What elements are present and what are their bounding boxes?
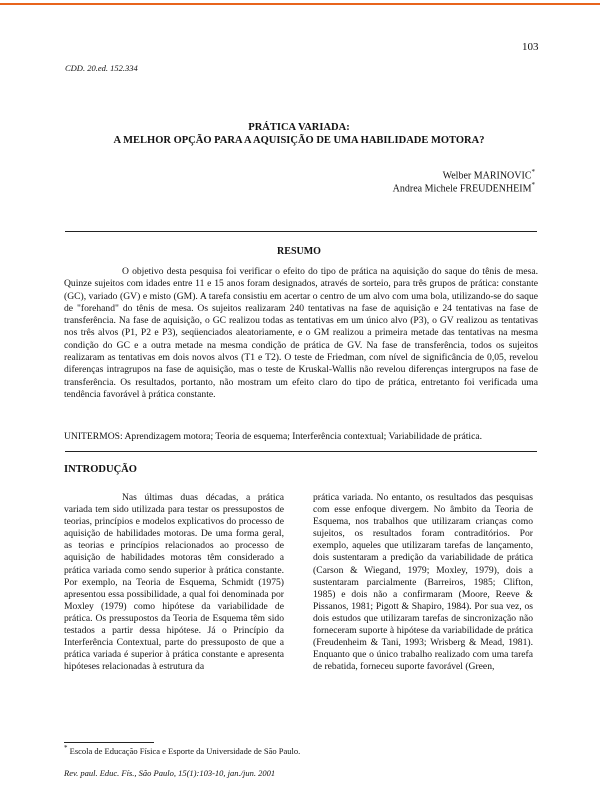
title-line-2: A MELHOR OPÇÃO PARA A AQUISIÇÃO DE UMA HABILIDADE MOTORA? (113, 135, 485, 146)
author-1-name: Welber MARINOVIC (442, 170, 532, 182)
title-line-1: PRÁTICA VARIADA: (248, 122, 350, 133)
divider-bottom (65, 451, 537, 452)
intro-column-left (64, 492, 284, 673)
author-2-mark: * (531, 181, 535, 189)
resumo-paragraph: O objetivo desta pesquisa foi verificar o efeito do tipo de prática na aquisição do saque do tênis de mesa. Quinze sujeitos com idades entre 11 e 15 anos foram designados, através de sorteio, para três grupos de prática: constante (GC), variado (GV) e misto (GM). A tarefa consistiu em acertar o centro de um alvo com uma bola, utilizando-se do saque de "forehand" do tênis de mesa. Os sujeitos realizaram 240 tentativas na fase de aquisição e 24 tentativas na fase de transferência. Na fase de aquisição, o GC realizou todas as tentativas em um único alvo (P3), o GV realizou as tentativas nos três alvos (P1, P2 e P3), seqüenciados aleatoriamente, e o GM realizou a primeira metade das tentativas na mesma condição do GC e a outra metade na mesma condição de prática de GV. Na fase de transferência, todos os sujeitos realizaram as tentativas em dois novos alvos (T1 e T2). O teste de Friedman, com nível de significância de 0,05, revelou diferenças intragrupos na fase de aquisição, mas o teste de Kruskal-Wallis não revelou diferenças intergrupos na fase de transferência. Os resultados, portanto, não mostram um efeito claro do tipo de prática, entretanto foi verificada uma tendência favorável à prática constante. (64, 266, 538, 400)
resumo-heading: RESUMO (277, 246, 321, 257)
author-2 (393, 181, 535, 194)
footnote-text: Escola de Educação Física e Esporte da Universidade de São Paulo. (69, 745, 301, 756)
intro-right-paragraph: prática variada. No entanto, os resultados das pesquisas com esse enfoque divergem. No âmbito da Teoria de Esquema, nos trabalhos que utilizaram crianças como sujeitos, os resultados foram contraditórios. Por exemplo, aqueles que utilizaram tarefas de lançamento, dois sustentaram a predição da variabilidade de prática (Carson & Wiegand, 1979; Moxley, 1979), dois a sustentaram parcialmente (Barreiros, 1985; Clifton, 1985) e dois não a confirmaram (Moore, Reeve & Pissanos, 1981; Pigott & Shapiro, 1984). Por sua vez, os dois estudos que utilizaram tarefas de sincronização não forneceram suporte à hipótese da variabilidade de prática (Freudenheim & Tani, 1993; Wrisberg & Mead, 1981). Enquanto que o único trabalho realizado com uma tarefa de rebatida, forneceu suporte favorável (Green, (313, 492, 533, 673)
journal-citation: Rev. paul. Educ. Fís., São Paulo, 15(1):103-10, jan./jun. 2001 (64, 768, 276, 778)
footnote (64, 744, 300, 756)
author-2-name: Andrea Michele FREUDENHEIM (392, 183, 532, 195)
resumo-body (64, 266, 538, 401)
footnote-mark: * (64, 744, 68, 752)
unitermos: UNITERMOS: Aprendizagem motora; Teoria de esquema; Interferência contextual; Variabilidade de prática. (64, 431, 483, 442)
intro-left-paragraph: Nas últimas duas décadas, a prática variada tem sido utilizada para testar os pressupostos de teorias, princípios e modelos explicativos do processo de aquisição de habilidades motoras. De uma forma geral, as teorias e princípios relacionados ao processo de aquisição de habilidades motoras têm considerado a prática variada como sendo superior à prática constante. Por exemplo, na Teoria de Esquema, Schmidt (1975) apresentou essa possibilidade, a qual foi denominada por Moxley (1979) como hipótese da variabilidade de prática. Os pressupostos da Teoria de Esquema têm sido testados a partir dessa hipótese. Já o Princípio da Interferência Contextual, parte do pressuposto de que a prática variada é superior à prática constante e apresenta hipóteses relacionadas à estrutura da (64, 492, 284, 673)
intro-heading: INTRODUÇÃO (64, 464, 137, 475)
header-strip (0, 0, 600, 7)
header-accent-line (0, 3, 600, 5)
footnote-rule (64, 742, 154, 743)
article-title (60, 121, 538, 147)
author-1-mark: * (531, 168, 535, 176)
author-1 (443, 168, 535, 181)
divider-top (65, 231, 537, 232)
cdd-code: CDD. 20.ed. 152.334 (65, 63, 138, 73)
intro-column-right (313, 492, 533, 673)
page-number: 103 (522, 41, 539, 53)
